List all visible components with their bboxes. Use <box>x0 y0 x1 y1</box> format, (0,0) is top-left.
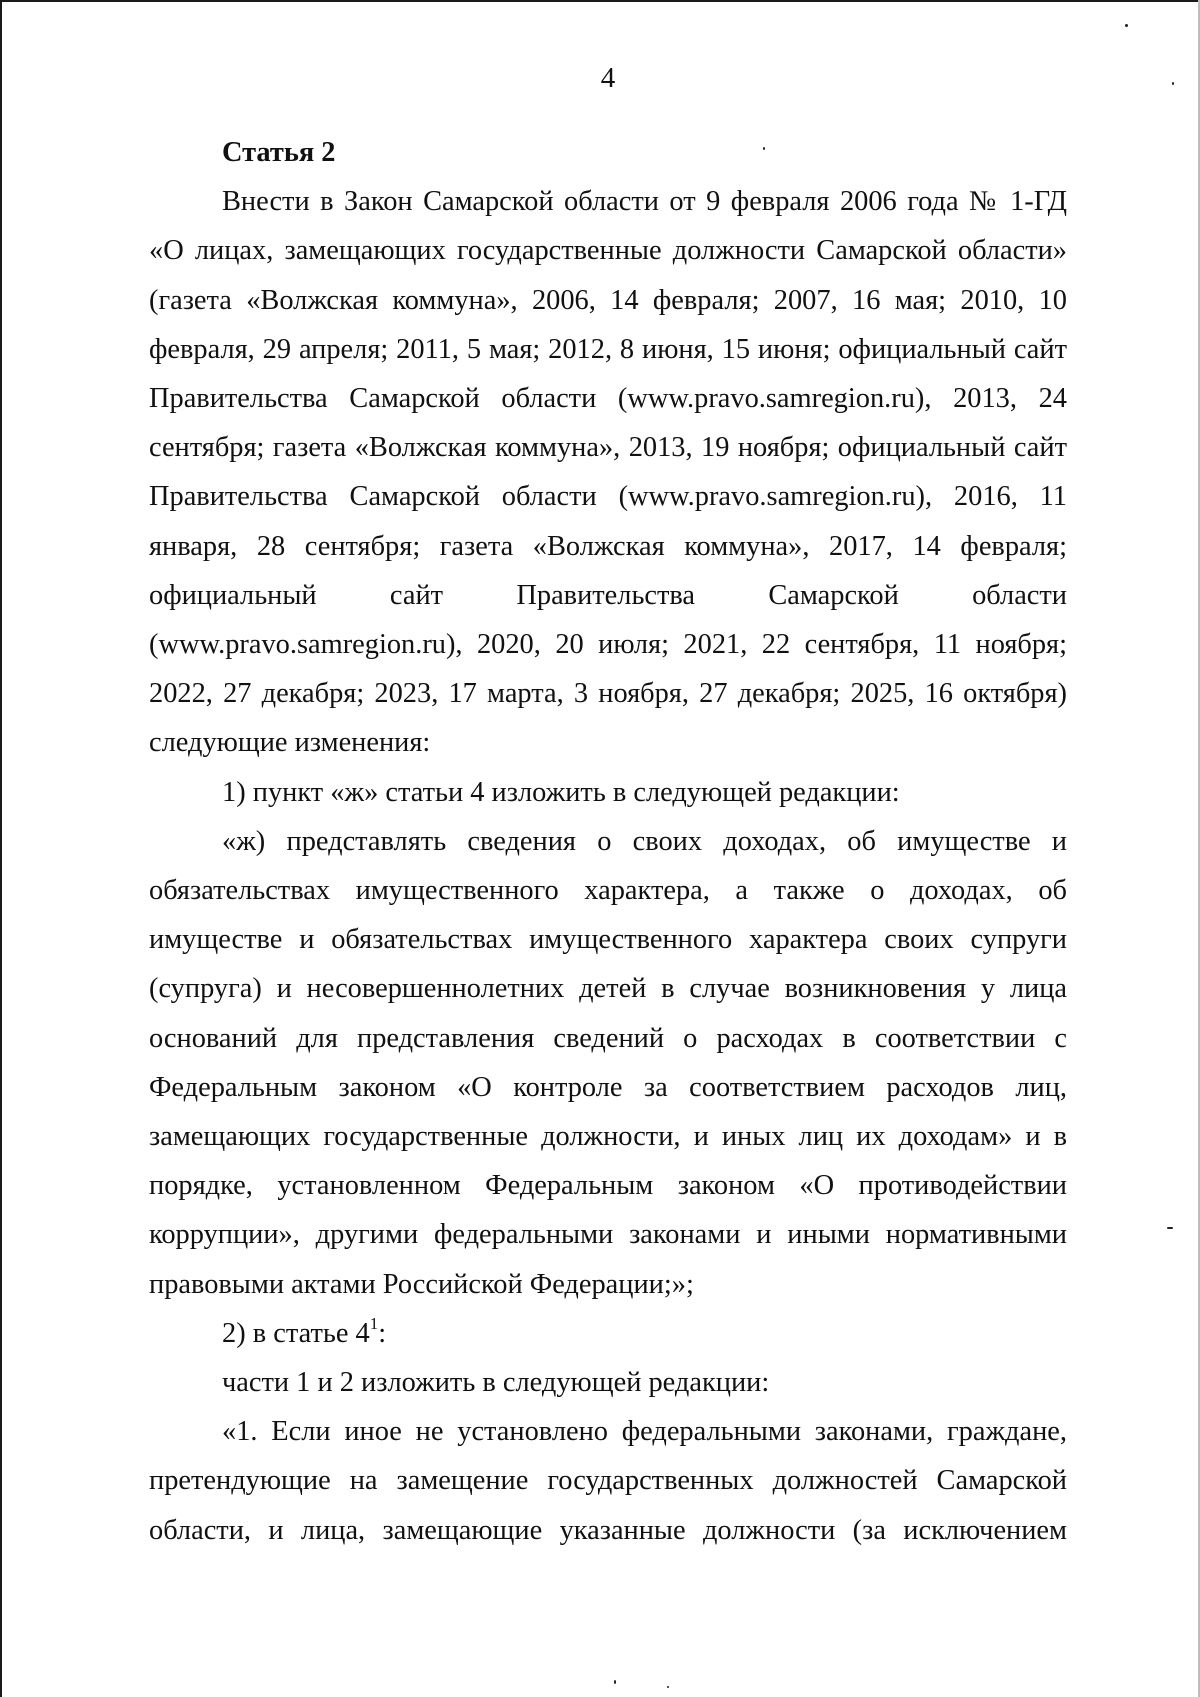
scan-speck <box>1125 24 1128 27</box>
part-1-text: «1. Если иное не установлено федеральными законами, граждане, претендующие на замещение государственных должностей Самарской области, и лица, замещающие указанные должности (за исключением <box>149 1416 1067 1546</box>
item-2-text: в статье 4 <box>252 1317 370 1349</box>
item-2-number: 2) <box>222 1317 246 1349</box>
page-number: 4 <box>600 62 616 94</box>
item-2-superscript: 1 <box>369 1314 379 1334</box>
scan-border-left <box>0 0 2 1697</box>
article-title: Статья 2 <box>222 137 336 168</box>
document-body <box>149 128 1067 1555</box>
amendment-item-1 <box>149 768 1067 817</box>
parts-line: части 1 и 2 изложить в следующей редакции: <box>222 1367 770 1399</box>
scan-border-top <box>0 0 1200 2</box>
amendment-item-2 <box>149 1309 1067 1358</box>
scan-speck <box>1172 82 1174 85</box>
item-1-quoted-text: «ж) представлять сведения о своих доходах, об имуществе и обязательствах имущественного характера, а также о доходах, об имуществе и обязательствах имущественного характера своих супруги (супруга) и несовершеннолетних детей в случае возникновения у лица оснований для представления сведений о расходах в соответствии с Федеральным законом «О контроле за соответствием расходов лиц, замещающих государственные должности, и иных лиц их доходам» и в порядке, установленном Федеральным законом «О противодействии коррупции», другими федеральными законами и иными нормативными правовыми актами Российской Федерации;»; <box>149 825 1067 1300</box>
intro-paragraph: Внести в Закон Самарской области от 9 февраля 2006 года № 1-ГД «О лицах, замещающих государственные должности Самарской области» (газета «Волжская коммуна», 2006, 14 февраля; 2007, 16 мая; 2010, 10 февраля, 29 апреля; 2011, 5 мая; 2012, 8 июня, 15 июня; официальный сайт Правительства Самарской области (www.pravo.samregion.ru), 2013, 24 сентября; газета «Волжская коммуна», 2013, 19 ноября; официальный сайт Правительства Самарской области (www.pravo.samregion.ru), 2016, 11 января, 28 сентября; газета «Волжская коммуна», 2017, 14 февраля; официальный сайт Правительства Самарской области (www.pravo.samregion.ru), 2020, 20 июля; 2021, 22 сентября, 11 ноября; 2022, 27 декабря; 2023, 17 марта, 3 ноября, 27 декабря; 2025, 16 октября) следующие изменения: <box>149 186 1067 759</box>
item-1-number: 1) <box>222 776 246 808</box>
item-2-suffix: : <box>378 1317 387 1349</box>
scan-speck <box>667 1686 669 1688</box>
scan-speck <box>614 1680 616 1684</box>
item-1-text: пункт «ж» статьи 4 изложить в следующей редакции: <box>252 776 900 808</box>
scan-speck <box>1167 1227 1173 1229</box>
scan-speck <box>763 147 765 150</box>
